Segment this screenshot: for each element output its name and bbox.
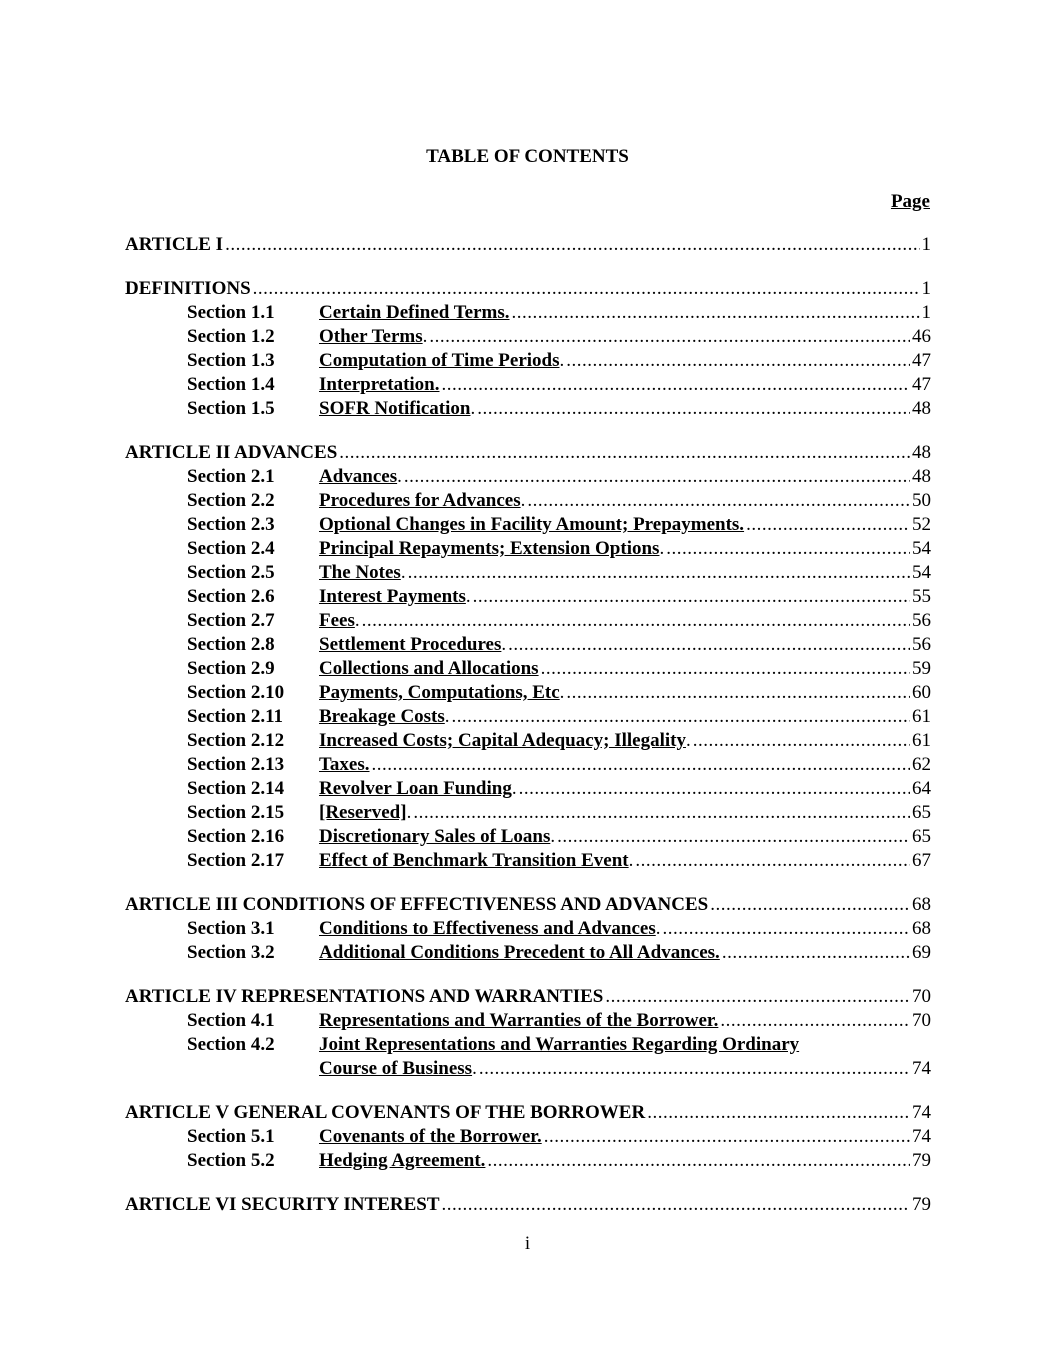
section-number: Section 1.3	[187, 350, 275, 371]
dot-leader	[527, 490, 910, 512]
dot-leader	[404, 466, 910, 488]
section-title	[319, 634, 931, 656]
section-link[interactable]: Other Terms	[319, 326, 423, 347]
page-ref: 62	[912, 754, 931, 775]
section-number: Section 2.12	[187, 730, 285, 751]
dot-leader	[635, 850, 910, 872]
section-title	[319, 918, 931, 940]
section-number: Section 2.14	[187, 778, 285, 799]
page-ref: 59	[912, 658, 931, 679]
section-title-line1	[319, 1034, 931, 1056]
toc-section-row	[125, 754, 931, 778]
section-number: Section 2.6	[187, 586, 275, 607]
dot-leader	[487, 1150, 910, 1172]
section-number: Section 1.1	[187, 302, 275, 323]
article-label[interactable]: ARTICLE VI SECURITY INTEREST	[125, 1194, 440, 1215]
toc-section-row-continued	[125, 1058, 931, 1082]
page-ref: 65	[912, 802, 931, 823]
title-punct: .	[628, 850, 634, 871]
toc-section-row	[125, 398, 931, 422]
dot-leader	[452, 706, 910, 728]
section-title	[319, 658, 931, 680]
section-link[interactable]: Covenants of the Borrower.	[319, 1126, 542, 1147]
section-title	[319, 802, 931, 824]
section-link[interactable]: Breakage Costs	[319, 706, 445, 727]
page-ref: 48	[912, 398, 931, 419]
page-ref: 65	[912, 826, 931, 847]
section-link[interactable]: Conditions to Effectiveness and Advances	[319, 918, 656, 939]
dot-leader	[544, 1126, 910, 1148]
section-number: Section 2.1	[187, 466, 275, 487]
toc-section-row	[125, 1034, 931, 1058]
dot-leader	[722, 942, 910, 964]
dot-leader	[519, 778, 910, 800]
toc-section-row	[125, 826, 931, 850]
page-ref: 74	[912, 1058, 931, 1079]
section-link[interactable]: Taxes.	[319, 754, 370, 775]
toc-section-row	[125, 1126, 931, 1150]
dot-leader	[442, 374, 911, 396]
toc-article-row	[125, 894, 931, 918]
section-title	[319, 1126, 931, 1148]
article-label[interactable]: ARTICLE II ADVANCES	[125, 442, 338, 463]
page-ref: 67	[912, 850, 931, 871]
page-ref: 68	[912, 918, 931, 939]
toc-section-row	[125, 326, 931, 350]
page-ref: 54	[912, 562, 931, 583]
dot-leader	[372, 754, 910, 776]
toc-section-row	[125, 302, 931, 326]
section-title	[319, 538, 931, 560]
page-ref: 55	[912, 586, 931, 607]
dot-leader	[473, 586, 910, 608]
section-title	[319, 514, 931, 536]
section-link[interactable]: Representations and Warranties of the Borrower.	[319, 1010, 719, 1031]
toc-article-row	[125, 1194, 931, 1218]
section-link[interactable]: Optional Changes in Facility Amount; Prepayments.	[319, 514, 745, 535]
dot-leader	[541, 658, 910, 680]
title-punct: .	[520, 490, 526, 511]
page-ref: 46	[912, 326, 931, 347]
section-title	[319, 706, 931, 728]
toc-section-row	[125, 730, 931, 754]
page-ref: 48	[912, 466, 931, 487]
toc-section-row	[125, 490, 931, 514]
section-link[interactable]: Interpretation.	[319, 374, 440, 395]
page-ref: 70	[912, 986, 931, 1007]
section-link[interactable]: Certain Defined Terms.	[319, 302, 510, 323]
page-ref: 1	[921, 234, 931, 255]
toc-section-row	[125, 706, 931, 730]
section-number: Section 5.1	[187, 1126, 275, 1147]
toc-section-row	[125, 374, 931, 398]
title-punct: .	[501, 634, 507, 655]
section-number: Section 2.13	[187, 754, 285, 775]
page-ref: 61	[912, 706, 931, 727]
section-title	[319, 374, 931, 396]
section-link[interactable]: Fees	[319, 610, 355, 631]
page-ref: 61	[912, 730, 931, 751]
section-number: Section 3.2	[187, 942, 275, 963]
dot-leader	[225, 234, 919, 256]
toc-section-row	[125, 586, 931, 610]
dot-leader	[339, 442, 910, 464]
toc-section-row	[125, 802, 931, 826]
section-title	[319, 302, 931, 324]
page-ref: 64	[912, 778, 931, 799]
section-link[interactable]: Settlement Procedures	[319, 634, 502, 655]
dot-leader	[566, 350, 910, 372]
section-link[interactable]: Discretionary Sales of Loans	[319, 826, 551, 847]
section-title	[319, 610, 931, 632]
section-number: Section 2.4	[187, 538, 275, 559]
section-link[interactable]: Interest Payments	[319, 586, 466, 607]
section-link[interactable]: Revolver Loan Funding	[319, 778, 512, 799]
page-ref: 56	[912, 634, 931, 655]
section-link[interactable]: Increased Costs; Capital Adequacy; Illegality	[319, 730, 686, 751]
dot-leader	[710, 894, 910, 916]
page-ref: 47	[912, 350, 931, 371]
section-number: Section 2.8	[187, 634, 275, 655]
title-punct: .	[472, 1058, 477, 1079]
section-number: Section 1.4	[187, 374, 275, 395]
toc-title: TABLE OF CONTENTS	[426, 146, 629, 167]
dot-leader	[666, 538, 910, 560]
dot-leader	[566, 682, 910, 704]
page-ref: 54	[912, 538, 931, 559]
toc-section-row	[125, 350, 931, 374]
section-link[interactable]: Effect of Benchmark Transition Event	[319, 850, 629, 871]
title-punct: .	[550, 826, 556, 847]
section-title	[319, 942, 931, 964]
section-link[interactable]: Course of Business	[319, 1058, 473, 1079]
toc-section-row	[125, 778, 931, 802]
title-punct: .	[465, 586, 471, 607]
section-link[interactable]: SOFR Notification	[319, 398, 471, 419]
section-number: Section 2.11	[187, 706, 284, 727]
dot-leader	[253, 278, 920, 300]
toc-section-row	[125, 466, 931, 490]
title-punct: .	[422, 326, 428, 347]
dot-leader	[693, 730, 910, 752]
section-title-line2	[319, 1058, 931, 1080]
dot-leader	[362, 610, 910, 632]
section-link[interactable]: Principal Repayments; Extension Options	[319, 538, 660, 559]
dot-leader	[557, 826, 910, 848]
toc-section-row	[125, 514, 931, 538]
title-punct: .	[559, 350, 565, 371]
toc-article-row	[125, 278, 931, 302]
page-ref: 52	[912, 514, 931, 535]
section-title	[319, 586, 931, 608]
title-punct: .	[354, 610, 360, 631]
dot-leader	[605, 986, 910, 1008]
section-number: Section 1.2	[187, 326, 275, 347]
toc-section-row	[125, 850, 931, 874]
dot-leader	[512, 302, 920, 324]
section-title	[319, 1010, 931, 1032]
section-number: Section 3.1	[187, 918, 275, 939]
article-label[interactable]: ARTICLE III CONDITIONS OF EFFECTIVENESS AND ADVANCES	[125, 894, 709, 915]
title-punct: .	[397, 466, 402, 487]
toc-section-row	[125, 610, 931, 634]
page-ref: 1	[921, 278, 931, 299]
section-title	[319, 350, 931, 372]
toc-section-row	[125, 682, 931, 706]
section-number: Section 2.17	[187, 850, 285, 871]
section-title	[319, 398, 931, 420]
section-title	[319, 490, 931, 512]
page-ref: 60	[912, 682, 931, 703]
section-number: Section 2.3	[187, 514, 275, 535]
toc-section-row	[125, 562, 931, 586]
section-title	[319, 562, 931, 584]
title-punct: .	[444, 706, 450, 727]
title-punct: .	[511, 778, 517, 799]
section-number: Section 2.2	[187, 490, 275, 511]
dot-leader	[508, 634, 910, 656]
page-ref: 47	[912, 374, 931, 395]
section-number: Section 1.5	[187, 398, 275, 419]
dot-leader	[429, 326, 910, 348]
title-punct: .	[559, 682, 565, 703]
toc-section-row	[125, 918, 931, 942]
page-ref: 69	[912, 942, 931, 963]
title-punct: .	[470, 398, 476, 419]
page-ref: 48	[912, 442, 931, 463]
section-number: Section 5.2	[187, 1150, 275, 1171]
section-number: Section 2.16	[187, 826, 285, 847]
article-label[interactable]: ARTICLE IV REPRESENTATIONS AND WARRANTIES	[125, 986, 604, 1007]
section-link[interactable]: Procedures for Advances	[319, 490, 521, 511]
toc-article-row	[125, 234, 931, 258]
section-title	[319, 826, 931, 848]
page-ref: 79	[912, 1150, 931, 1171]
section-number: Section 2.9	[187, 658, 275, 679]
page-ref: 68	[912, 894, 931, 915]
page-ref: 70	[912, 1010, 931, 1031]
section-number: Section 2.15	[187, 802, 285, 823]
toc-article-row	[125, 986, 931, 1010]
toc-section-row	[125, 1010, 931, 1034]
dot-leader	[746, 514, 910, 536]
dot-leader	[479, 1058, 910, 1080]
page-ref: 74	[912, 1126, 931, 1147]
page-column-header: Page	[890, 191, 930, 212]
toc-article-row	[125, 442, 931, 466]
section-link[interactable]: [Reserved]	[319, 802, 407, 823]
article-label[interactable]: DEFINITIONS	[125, 278, 251, 299]
title-punct: .	[400, 562, 406, 583]
toc-section-row	[125, 1150, 931, 1174]
page-ref: 74	[912, 1102, 931, 1123]
dot-leader	[663, 918, 911, 940]
section-number: Section 2.7	[187, 610, 275, 631]
section-title	[319, 326, 931, 348]
page-ref: 56	[912, 610, 931, 631]
dot-leader	[413, 802, 910, 824]
toc-section-row	[125, 634, 931, 658]
section-title	[319, 850, 931, 872]
toc-section-row	[125, 538, 931, 562]
page-ref: 1	[921, 302, 931, 323]
section-link[interactable]: Additional Conditions Precedent to All Advances.	[319, 942, 720, 963]
section-link[interactable]: Payments, Computations, Etc	[319, 682, 560, 703]
dot-leader	[647, 1102, 910, 1124]
dot-leader	[442, 1194, 910, 1216]
dot-leader	[720, 1010, 910, 1032]
title-punct: .	[685, 730, 691, 751]
section-title	[319, 730, 931, 752]
title-punct: .	[659, 538, 665, 559]
page-ref: 50	[912, 490, 931, 511]
section-number: Section 4.2	[187, 1034, 275, 1055]
section-link[interactable]: Advances	[319, 466, 398, 487]
title-punct: .	[406, 802, 412, 823]
section-number: Section 4.1	[187, 1010, 275, 1031]
section-link[interactable]: Computation of Time Periods	[319, 350, 560, 371]
dot-leader	[477, 398, 910, 420]
section-link[interactable]: Hedging Agreement.	[319, 1150, 486, 1171]
article-label[interactable]: ARTICLE V GENERAL COVENANTS OF THE BORROWER	[125, 1102, 646, 1123]
section-title	[319, 682, 931, 704]
page-number: i	[524, 1233, 531, 1254]
section-title	[319, 778, 931, 800]
page-ref: 79	[912, 1194, 931, 1215]
toc-section-row	[125, 942, 931, 966]
article-label[interactable]: ARTICLE I	[125, 234, 224, 255]
toc-section-row	[125, 658, 931, 682]
section-title	[319, 754, 931, 776]
section-link[interactable]: Collections and Allocations	[319, 658, 539, 679]
section-title	[319, 466, 931, 488]
section-title	[319, 1150, 931, 1172]
dot-leader	[408, 562, 910, 584]
toc-article-row	[125, 1102, 931, 1126]
section-number: Section 2.10	[187, 682, 285, 703]
title-punct: .	[655, 918, 661, 939]
section-link[interactable]: The Notes	[319, 562, 401, 583]
section-link[interactable]: Joint Representations and Warranties Regarding Ordinary	[319, 1034, 800, 1055]
section-number: Section 2.5	[187, 562, 275, 583]
